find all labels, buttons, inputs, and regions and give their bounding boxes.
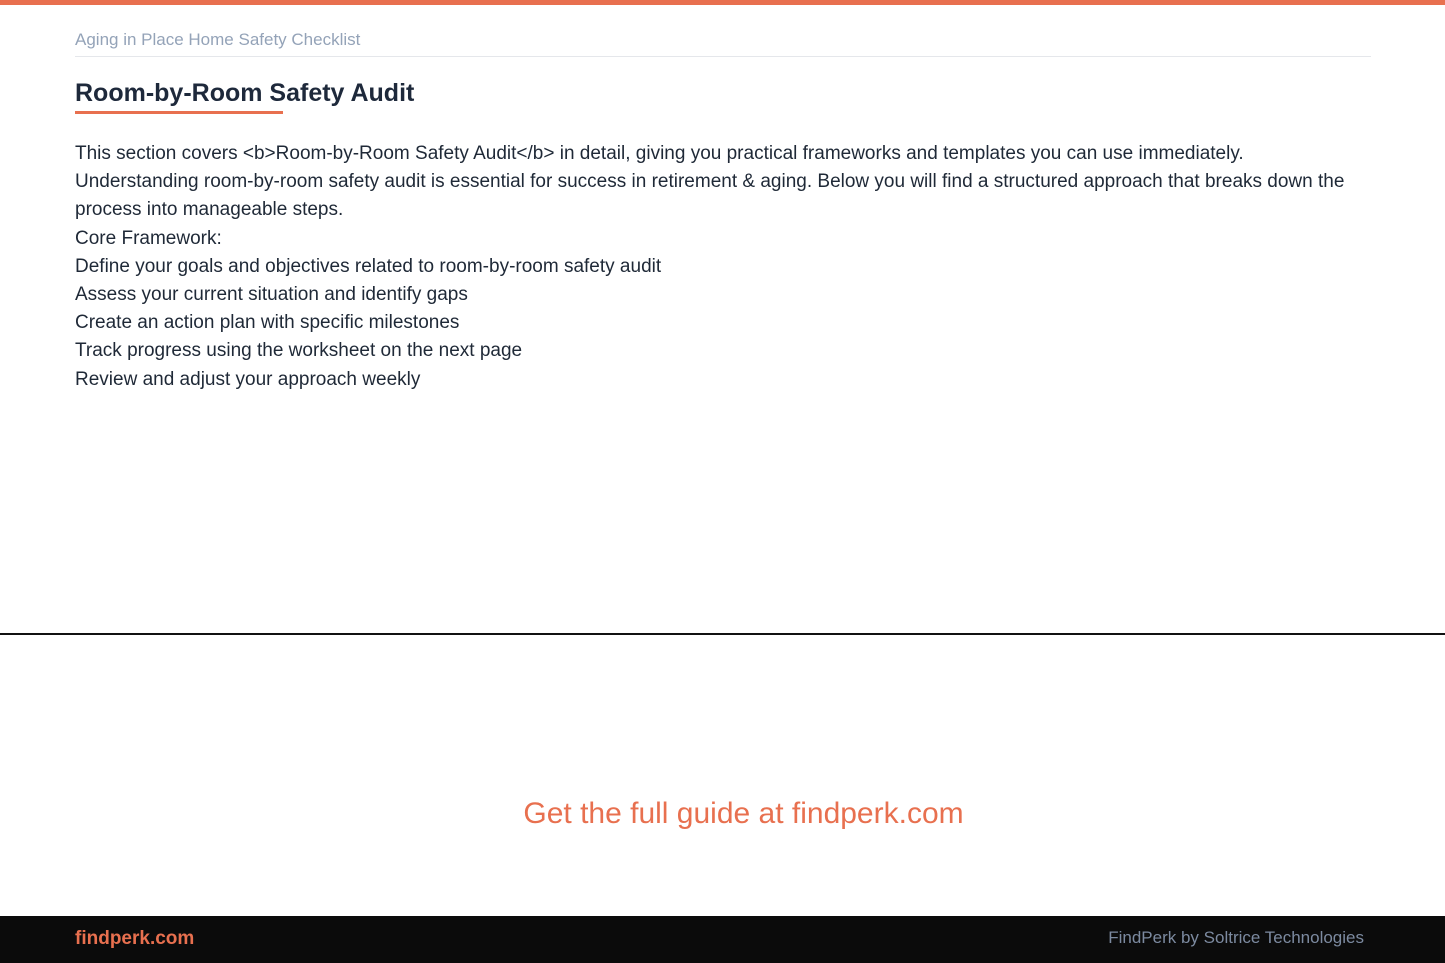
- section-title: Room-by-Room Safety Audit: [75, 79, 415, 107]
- framework-step: Track progress using the worksheet on the next page: [75, 340, 523, 362]
- footer-credit: FindPerk by Soltrice Technologies: [1108, 928, 1364, 947]
- section-title-block: [75, 77, 414, 114]
- framework-heading: Core Framework:: [75, 227, 222, 249]
- page-divider: [0, 633, 1445, 635]
- cta-link[interactable]: Get the full guide at findperk.com: [523, 797, 964, 830]
- framework-step: Review and adjust your approach weekly: [75, 368, 421, 390]
- framework-steps-list: [75, 253, 1371, 394]
- document-page: [75, 28, 1371, 394]
- framework-step: Assess your current situation and identify gaps: [75, 284, 468, 306]
- framework-step: Define your goals and objectives related to room-by-room safety audit: [75, 255, 662, 277]
- intro-paragraph: This section covers <b>Room-by-Room Safety Audit</b> in detail, giving you practical frameworks and templates you can use immediately. Understanding room-by-room safety audit is essential for success in retirement & aging. Below you will find a structured approach that breaks down the process into manageable steps.: [75, 143, 1345, 221]
- framework-step: Create an action plan with specific milestones: [75, 312, 460, 334]
- running-header: Aging in Place Home Safety Checklist: [75, 28, 1371, 57]
- footer-brand-link[interactable]: findperk.com: [75, 928, 195, 949]
- section-body: [75, 140, 1371, 394]
- top-accent-bar: [0, 0, 1445, 5]
- title-underline: [75, 111, 283, 114]
- footer-bar: [0, 916, 1445, 963]
